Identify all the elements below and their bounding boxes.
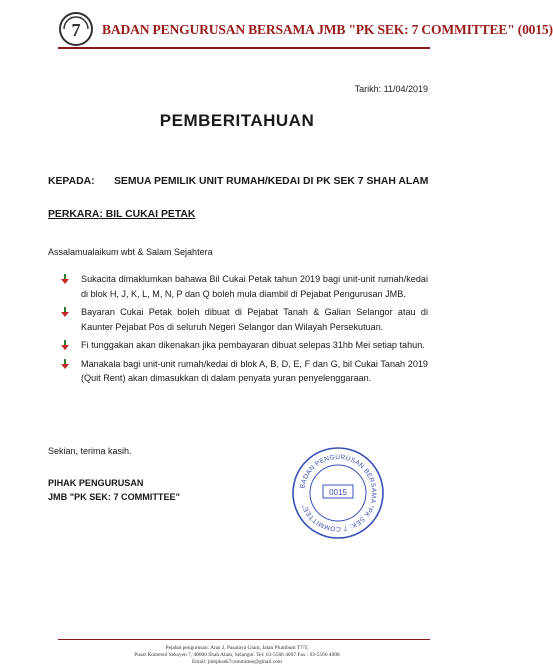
notice-point: Manakala bagi unit-unit rumah/kedai di blok A, B, D, E, F dan G, bil Cukai Tanah 2019 (Quit Rent) akan dimasukkan di dalam penyata yuran penyelenggaraan.	[60, 357, 428, 386]
footer-line-1: Pejabat pengurusan: Aras 2, Pasaraya Giant, Jalan Plumbum T7/T,	[165, 645, 309, 651]
recipient-value: SEMUA PEMILIK UNIT RUMAH/KEDAI DI PK SEK 7 SHAH ALAM	[114, 176, 429, 187]
footer-address	[0, 645, 474, 667]
notice-point: Fi tunggakan akan dikenakan jika pembayaran dibuat selepas 31hb Mei setiap tahun.	[60, 338, 428, 353]
signatory-line-2: JMB "PK SEK: 7 COMMITTEE"	[48, 492, 180, 502]
subject-line: PERKARA: BIL CUKAI PETAK	[48, 209, 196, 220]
footer-line-3: Email: jmbpksek7committee@gmail.com	[192, 659, 282, 666]
organization-logo	[58, 11, 94, 47]
greeting: Assalamualaikum wbt & Salam Sejahtera	[48, 247, 213, 257]
recipient-label: KEPADA:	[48, 176, 95, 187]
arrow-bullet-icon	[60, 340, 70, 350]
signatory-line-1: PIHAK PENGURUSAN	[48, 478, 144, 488]
document-title: PEMBERITAHUAN	[159, 111, 315, 130]
notice-point: Sukacita dimaklumkan bahawa Bil Cukai Petak tahun 2019 bagi unit-unit rumah/kedai di blok H, J, K, L, M, N, P dan Q boleh mula diambil di Pejabat Pengurusan JMB.	[60, 272, 428, 301]
svg-text:7: 7	[71, 20, 81, 40]
organization-title: BADAN PENGURUSAN BERSAMA JMB "PK SEK: 7 COMMITTEE" (0015)	[102, 22, 553, 37]
notice-points	[60, 272, 428, 390]
header-divider	[58, 47, 430, 49]
svg-text:0015: 0015	[329, 488, 347, 497]
svg-text:BADAN PENGURUSAN BERSAMA "PK S: BADAN PENGURUSAN BERSAMA "PK SEK: 7 COMMITTEE"	[299, 453, 378, 533]
arrow-bullet-icon	[60, 274, 70, 284]
footer-line-2: Pusat Komersil Seksyen 7, 40000 Shah Alam, Selangor. Tel: 03-5566 4007 Fax : 03-5566 4008	[134, 652, 340, 659]
footer-divider	[58, 639, 430, 640]
document-date: Tarikh: 11/04/2019	[354, 84, 428, 94]
closing-remark: Sekian, terima kasih.	[48, 446, 132, 456]
notice-point: Bayaran Cukai Petak boleh dibuat di Pejabat Tanah & Galian Selangor atau di Kaunter Pejabat Pos di seluruh Negeri Selangor dan Wilayah Persekutuan.	[60, 305, 428, 334]
official-stamp	[290, 445, 386, 541]
arrow-bullet-icon	[60, 307, 70, 317]
arrow-bullet-icon	[60, 359, 70, 369]
recipient-line	[48, 176, 428, 187]
signatory-block	[48, 476, 180, 504]
